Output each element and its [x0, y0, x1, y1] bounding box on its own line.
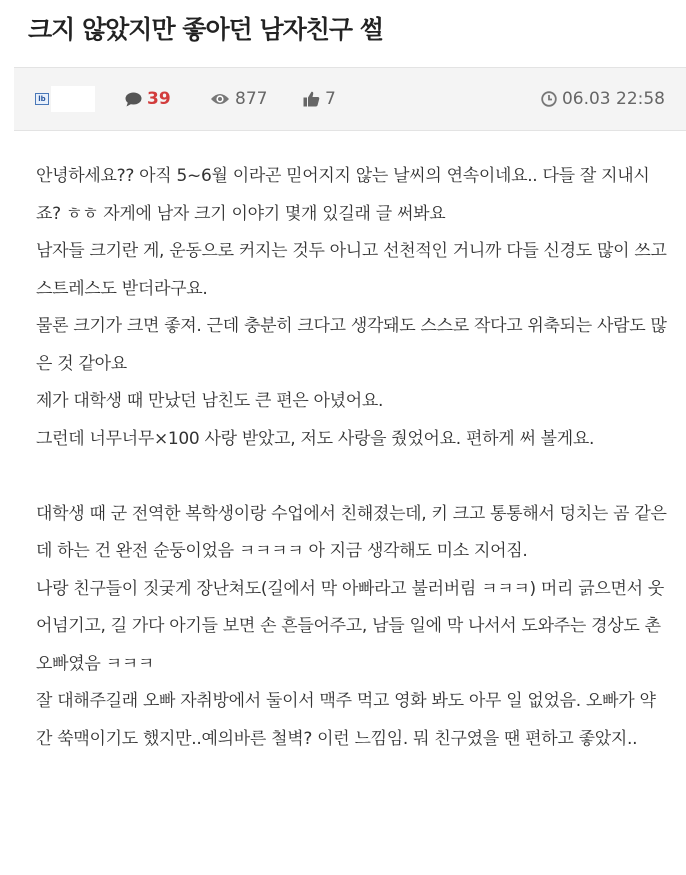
content-paragraph: 그런데 너무너무×100 사랑 받았고, 저도 사랑을 줬었어요. 편하게 써 볼게요. [36, 428, 595, 449]
post-content [36, 158, 668, 758]
view-count-value: 877 [235, 89, 268, 109]
content-paragraph: 물론 크기가 크면 좋져. 근데 충분히 크다고 생각돼도 스스로 작다고 위축되는 사람도 많은 것 같아요 [36, 316, 667, 374]
view-count [210, 68, 267, 130]
level-badge-icon: lb [35, 93, 49, 105]
post-date-value: 06.03 22:58 [561, 89, 665, 109]
post-meta-bar [14, 67, 686, 131]
author-info[interactable] [35, 68, 95, 130]
speech-bubble-icon [125, 92, 142, 107]
content-paragraph: 안녕하세요?? 아직 5~6월 이라곤 믿어지지 않는 날씨의 연속이네요.. 다들 잘 지내시죠? ㅎㅎ 자게에 남자 크기 이야기 몇개 있길래 글 써봐요 [36, 166, 650, 224]
clock-icon [541, 91, 557, 107]
thumbs-up-icon [303, 91, 320, 107]
comment-count[interactable] [125, 68, 171, 130]
like-count[interactable] [303, 68, 336, 130]
content-paragraph: 대학생 때 군 전역한 복학생이랑 수업에서 친해졌는데, 키 크고 통통해서 덩치는 곰 같은데 하는 건 완전 순둥이었음 ㅋㅋㅋㅋ 아 지금 생각해도 미소 지어짐. [36, 503, 667, 561]
content-blank-line [36, 458, 668, 496]
comment-count-value: 39 [147, 89, 171, 109]
content-paragraph: 남자들 크기란 게, 운동으로 커지는 것두 아니고 선천적인 거니까 다들 신경도 많이 쓰고 스트레스도 받더라구요. [36, 241, 667, 299]
post-date [541, 68, 665, 130]
content-paragraph: 잘 대해주길래 오빠 자취방에서 둘이서 맥주 먹고 영화 봐도 아무 일 없었음. 오빠가 약간 쑥맥이기도 했지만..예의바른 철벽? 이런 느낌임. 뭐 친구였을 땐 편하고 좋았지.. [36, 691, 656, 749]
content-paragraph: 제가 대학생 때 만났던 남친도 큰 편은 아녔어요. [36, 391, 384, 411]
post-title: 크지 않았지만 좋아던 남자친구 썰 [28, 15, 383, 44]
like-count-value: 7 [325, 89, 336, 109]
author-name[interactable] [51, 86, 95, 112]
content-paragraph: 나랑 친구들이 짓궂게 장난쳐도(길에서 막 아빠라고 불러버림 ㅋㅋㅋ) 머리 긁으면서 웃어넘기고, 길 가다 아기들 보면 손 흔들어주고, 남들 일에 막 나서서 도와주는 경상도 촌오빠였음 ㅋㅋㅋ [36, 578, 664, 674]
eye-icon [210, 92, 230, 106]
